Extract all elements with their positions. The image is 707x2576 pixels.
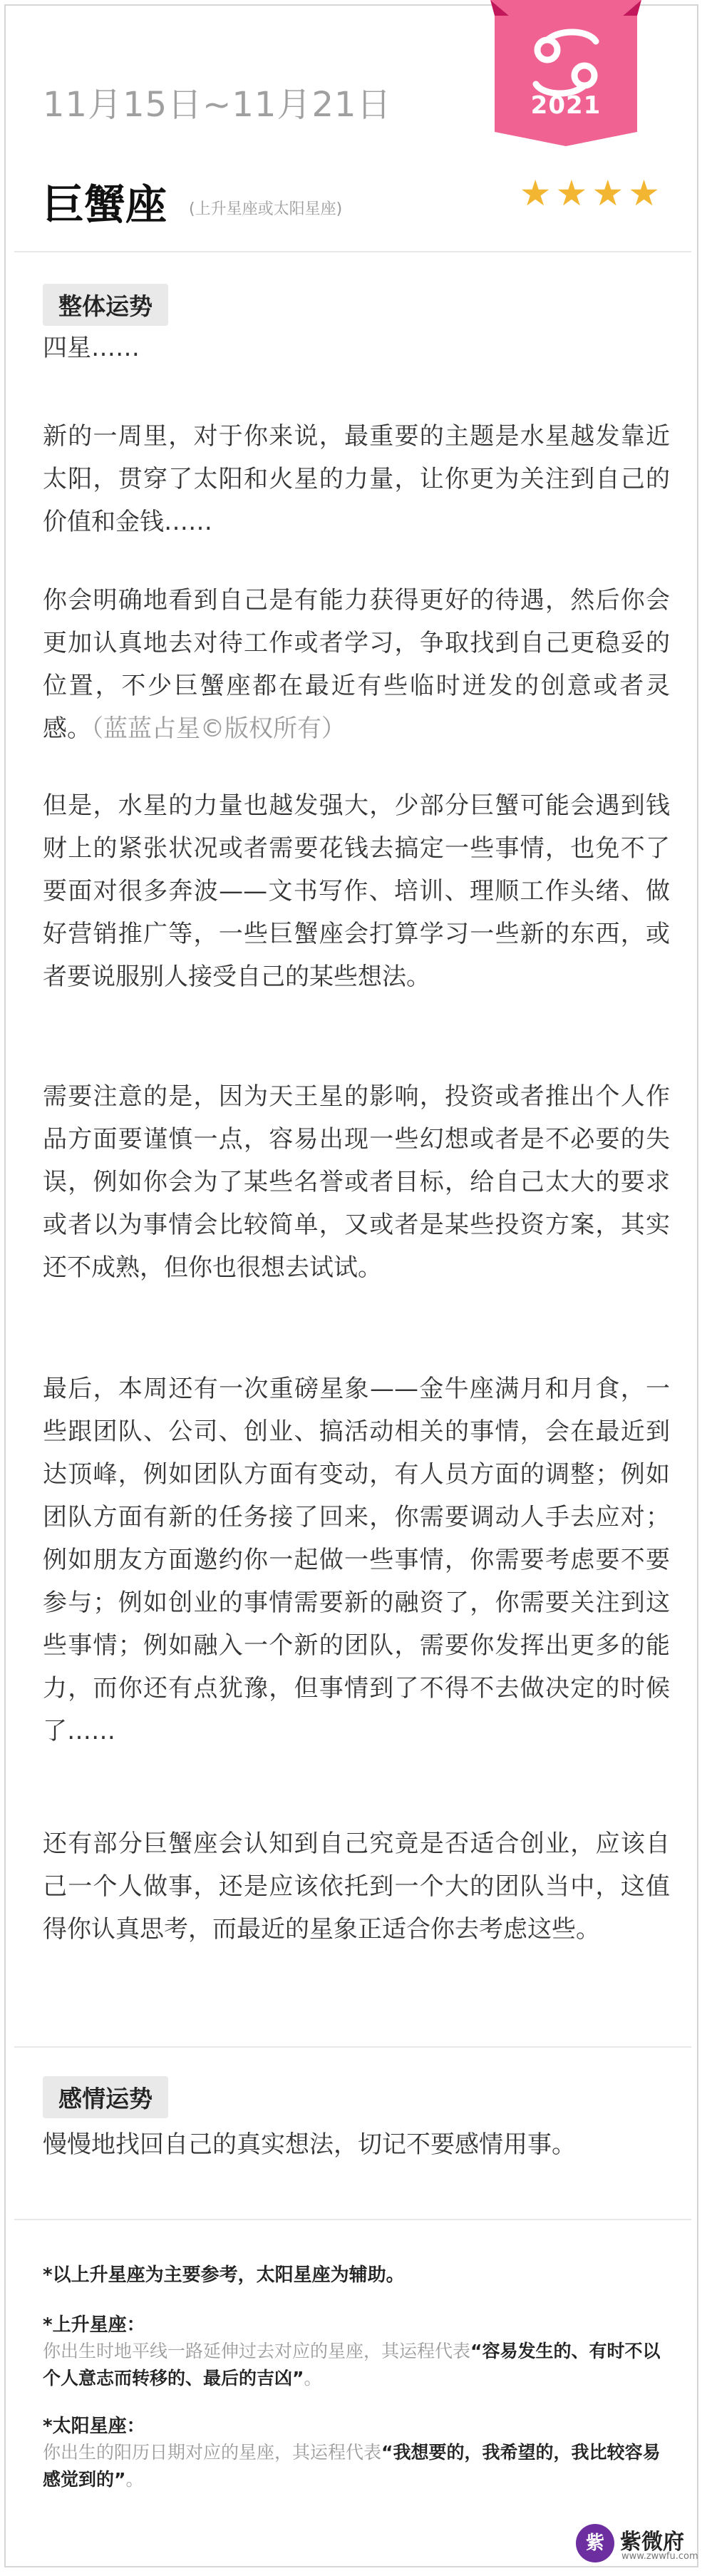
overall-paragraph-4: 但是，水星的力量也越发强大，少部分巨蟹可能会遇到钱财上的紧张状况或者需要花钱去搞定一些事情，也免不了要面对很多奔波——文书写作、培训、理顺工作头绪、做好营销推广等，一些巨蟹座会打算学习一些新的东西，或者要说服别人接受自己的某些想法。: [43, 791, 670, 991]
footnote-sun-title: *太阳星座：: [43, 2416, 145, 2437]
footnote-ascendant-end: 。: [304, 2368, 322, 2388]
title-row: [43, 171, 670, 228]
year-badge-text: 2021: [530, 91, 602, 120]
footnote-ascendant-desc: 你出生时地平线一路延伸过去对应的星座，其运程代表: [43, 2341, 471, 2361]
rating-stars: ★★★★: [519, 173, 664, 214]
overall-paragraph-5: 需要注意的是，因为天王星的影响，投资或者推出个人作品方面要谨慎一点，容易出现一些幻想或者是不必要的失误，例如你会为了某些名誉或者目标，给自己太大的要求或者以为事情会比较简单，又或者是某些投资方案，其实还不成熟，但你也很想去试试。: [43, 1082, 670, 1282]
year-ribbon-badge: [482, 0, 650, 146]
logo-name: 紫微府: [620, 2530, 684, 2555]
love-paragraph-1: 慢慢地找回自己的真实想法，切记不要感情用事。: [43, 2130, 576, 2159]
overall-paragraph-3-text: 你会明确地看到自己是有能力获得更好的待遇，然后你会更加认真地去对待工作或者学习，争取找到自己更稳妥的位置，不少巨蟹座都在最近有些临时迸发的创意或者灵感。: [43, 586, 670, 743]
copyright-note: （蓝蓝占星©版权所有）: [91, 714, 346, 743]
overall-paragraph-1: 四星……: [43, 334, 140, 362]
overall-paragraph-6: 最后，本周还有一次重磅星象——金牛座满月和月食，一些跟团队、公司、创业、搞活动相关的事情，会在最近到达顶峰，例如团队方面有变动，有人员方面的调整；例如团队方面有新的任务接了回来，你需要调动人手去应对；例如朋友方面邀约你一起做一些事情，你需要考虑要不要参与；例如创业的事情需要新的融资了，你需要关注到这些事情；例如融入一个新的团队，需要你发挥出更多的能力，而你还有点犹豫，但事情到了不得不去做决定的时候了……: [43, 1375, 670, 1745]
overall-paragraph-2: 新的一周里，对于你来说，最重要的主题是水星越发靠近太阳，贯穿了太阳和火星的力量，让你更为关注到自己的价值和金钱……: [43, 422, 670, 536]
logo-mark-icon: 紫: [576, 2524, 614, 2562]
header-divider: [14, 251, 691, 252]
footnote-sun-quote: “我想要的，我希望的，我比较容易感觉到的”: [43, 2442, 661, 2490]
overall-section-label: 整体运势: [43, 284, 168, 326]
overall-paragraph-3: [43, 579, 670, 750]
date-range: 11月15日~11月21日: [43, 85, 392, 125]
logo-url: www.zwwfu.com: [621, 2551, 698, 2562]
footnote-ascendant-quote: “容易发生的、有时不以个人意志而转移的、最后的吉凶”: [43, 2341, 661, 2388]
footnote-ascendant: [43, 2312, 670, 2392]
section-divider: [14, 2046, 691, 2048]
footnote-divider: [14, 2219, 691, 2220]
footnote-sun: [43, 2413, 670, 2493]
love-section-label: 感情运势: [43, 2076, 168, 2118]
footnote-ascendant-title: *上升星座：: [43, 2314, 145, 2336]
footnote-sun-desc: 你出生的阳历日期对应的星座，其运程代表: [43, 2442, 382, 2463]
footnote-ascendant-text: [43, 2338, 670, 2392]
footnote-main: *以上升星座为主要参考，太阳星座为辅助。: [43, 2264, 405, 2286]
site-logo[interactable]: [576, 2523, 697, 2565]
footnote-sun-end: 。: [125, 2469, 144, 2490]
footnote-sun-text: [43, 2439, 670, 2493]
sign-note: (上升星座或太阳星座): [189, 200, 343, 218]
sign-title: 巨蟹座: [43, 180, 167, 229]
ribbon-shape: [482, 0, 650, 146]
footnotes: [43, 2260, 670, 2515]
overall-paragraph-7: 还有部分巨蟹座会认知到自己究竟是否适合创业，应该自己一个人做事，还是应该依托到一个大的团队当中，这值得你认真思考，而最近的星象正适合你去考虑这些。: [43, 1830, 670, 1944]
